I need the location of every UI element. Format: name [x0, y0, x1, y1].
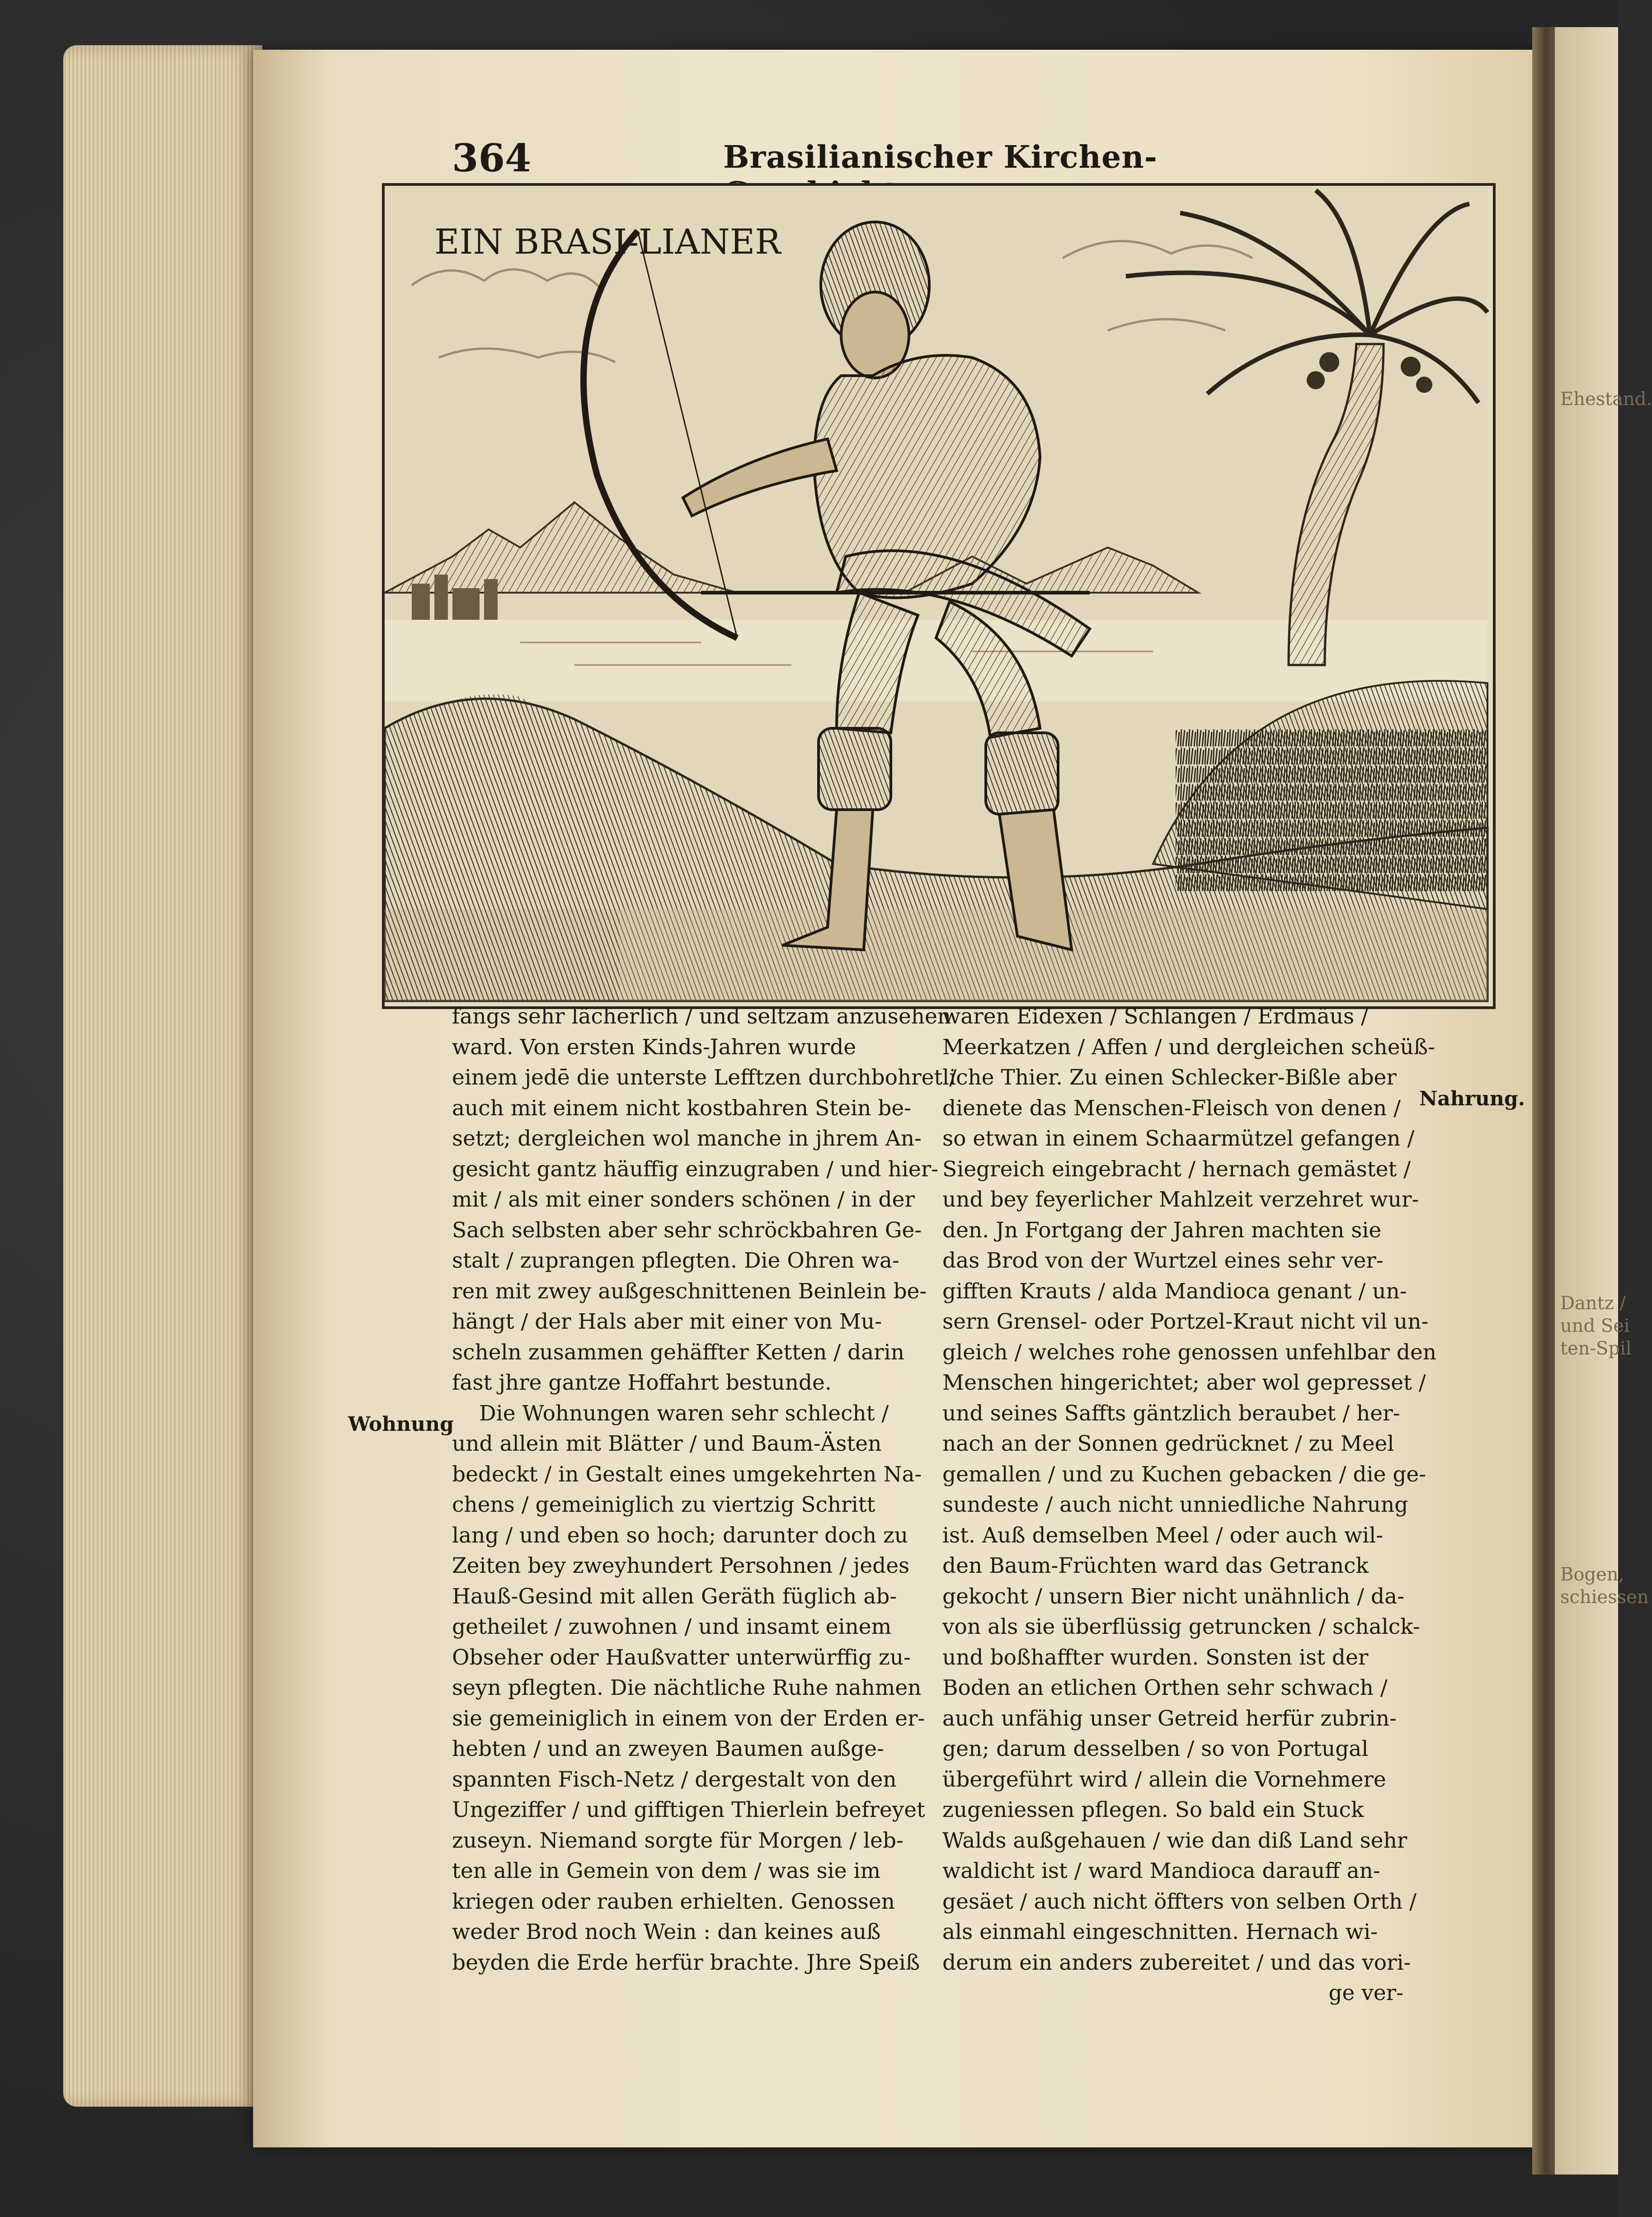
text-line: Walds außgehauen / wie dan diß Land sehr: [942, 1828, 1407, 1853]
text-line: waren Eidexen / Schlangen / Erdmäus /: [942, 1004, 1368, 1029]
text-line: kriegen oder rauben erhielten. Genossen: [452, 1889, 895, 1914]
text-line: scheln zusammen gehäffter Ketten / darin: [452, 1340, 904, 1365]
text-line: seyn pflegten. Die nächtliche Ruhe nahmen: [452, 1675, 922, 1700]
text-line: hängt / der Hals aber mit einer von Mu-: [452, 1309, 882, 1334]
engraving-art: [385, 186, 1487, 1001]
facing-page: [1555, 27, 1652, 2175]
engraving-illustration: [382, 183, 1496, 1009]
text-line: Menschen hingerichtet; aber wol gepresset /: [942, 1370, 1426, 1395]
running-title: Brasilianischer Kirchen-: [723, 139, 1158, 175]
text-line: gleich / welches rohe genossen unfehlbar den: [942, 1340, 1437, 1365]
text-line: bedeckt / in Gestalt eines umgekehrten Na-: [452, 1462, 922, 1487]
text-line: auch unfähig unser Getreid herfür zubrin-: [942, 1706, 1397, 1731]
text-line: sie gemeiniglich in einem von der Erden er-: [452, 1706, 925, 1731]
text-line: nach an der Sonnen gedrücknet / zu Meel: [942, 1431, 1394, 1456]
text-line: gen; darum desselben / so von Portugal: [942, 1736, 1369, 1761]
text-line: ward. Von ersten Kinds-Jahren wurde: [452, 1034, 857, 1060]
text-line: Zeiten bey zweyhundert Persohnen / jedes: [452, 1553, 910, 1578]
text-line: Obseher oder Haußvatter unterwürffig zu-: [452, 1645, 911, 1670]
text-line: zuseyn. Niemand sorgte für Morgen / leb-: [452, 1828, 904, 1853]
text-line: als einmahl eingeschnitten. Hernach wi-: [942, 1920, 1378, 1944]
text-line: mit / als mit einer sonders schönen / in der: [452, 1187, 915, 1212]
text-line: und seines Saffts gäntzlich beraubet / her-: [942, 1401, 1400, 1426]
text-line: Sach selbsten aber sehr schröckbahren Ge-: [452, 1217, 922, 1243]
text-line: ren mit zwey außgeschnittenen Beinlein be-: [452, 1278, 927, 1304]
text-line: übergeführt wird / allein die Vornehmere: [942, 1767, 1386, 1792]
page-number: 364: [452, 136, 532, 180]
text-line: fast jhre gantze Hoffahrt bestunde.: [452, 1370, 832, 1395]
text-line: und bey feyerlicher Mahlzeit verzehret wur-: [942, 1187, 1419, 1212]
text-line: waldicht ist / ward Mandioca darauff an-: [942, 1859, 1380, 1883]
text-line: sundeste / auch nicht unniedliche Nahrung: [942, 1492, 1408, 1517]
text-line: liche Thier. Zu einen Schlecker-Bißle aber: [942, 1065, 1397, 1090]
facing-fragment: Ehestand.: [1560, 389, 1652, 410]
text-line: so etwan in einem Schaarmützel gefangen /: [942, 1126, 1415, 1151]
text-line: lang / und eben so hoch; darunter doch zu: [452, 1523, 908, 1548]
text-line: weder Brod noch Wein : dan keines auß: [452, 1920, 881, 1944]
text-line: derum ein anders zubereitet / und das vori-: [942, 1950, 1411, 1975]
facing-fragment: schiessen: [1560, 1587, 1649, 1608]
text-line: gekocht / unsern Bier nicht unähnlich / da-: [942, 1584, 1404, 1609]
facing-fragment: ten-Spil: [1560, 1338, 1632, 1359]
text-line: und allein mit Blätter / und Baum-Ästen: [452, 1431, 882, 1456]
text-line: Boden an etlichen Orthen sehr schwach /: [942, 1675, 1388, 1700]
text-line: und boßhaffter wurden. Sonsten ist der: [942, 1645, 1369, 1670]
text-line: setzt; dergleichen wol manche in jhrem An-: [452, 1126, 922, 1151]
text-line: auch mit einem nicht kostbahren Stein be-: [452, 1095, 911, 1121]
text-line: gesäet / auch nicht öffters von selben Orth /: [942, 1889, 1417, 1914]
margin-note-wohnung: Wohnung: [348, 1413, 454, 1436]
text-line: gesicht gantz häuffig einzugraben / und hier-: [452, 1156, 939, 1182]
text-line: Hauß-Gesind mit allen Geräth füglich ab-: [452, 1584, 897, 1609]
text-line: von als sie überflüssig getruncken / schalck-: [942, 1614, 1420, 1639]
reeds: [1176, 728, 1487, 891]
text-column-left: [452, 1001, 957, 1978]
facing-fragment: Dantz /: [1560, 1293, 1626, 1314]
text-line: getheilet / zuwohnen / und insamt einem: [452, 1614, 892, 1639]
text-line: chens / gemeiniglich zu viertzig Schritt: [452, 1492, 875, 1517]
facing-fragment: und Sei: [1560, 1316, 1630, 1336]
text-line: sern Grensel- oder Portzel-Kraut nicht vil un-: [942, 1309, 1429, 1334]
text-line: spannten Fisch-Netz / dergestalt von den: [452, 1767, 897, 1792]
text-line: den Baum-Früchten ward das Getranck: [942, 1553, 1369, 1578]
text-line: Die Wohnungen waren sehr schlecht /: [479, 1401, 889, 1426]
text-line: fangs sehr lächerlich / und seltzam anzusehen: [452, 1004, 951, 1029]
text-line: Ungeziffer / und gifftigen Thierlein befreyet: [452, 1797, 925, 1822]
engraving-caption: EIN BRASI-LIANER: [434, 222, 781, 262]
text-line: Meerkatzen / Affen / und dergleichen scheüß-: [942, 1034, 1435, 1060]
catchword: ge ver-: [1328, 1981, 1403, 2005]
margin-note-nahrung: Nahrung.: [1419, 1087, 1525, 1110]
text-line: dienete das Menschen-Fleisch von denen /: [942, 1095, 1401, 1121]
text-line: stalt / zuprangen pflegten. Die Ohren wa-: [452, 1248, 899, 1273]
text-line: das Brod von der Wurtzel eines sehr ver-: [942, 1248, 1384, 1273]
book-page-edges: [63, 45, 262, 2107]
text-line: einem jedē die unterste Lefftzen durchbohret /: [452, 1065, 957, 1090]
text-line: beyden die Erde herfür brachte. Jhre Speiß: [452, 1950, 920, 1975]
text-line: gemallen / und zu Kuchen gebacken / die ge-: [942, 1462, 1426, 1487]
running-head: [452, 136, 1220, 185]
text-column-right: [942, 1001, 1437, 2009]
text-line: gifften Krauts / alda Mandioca genant / un-: [942, 1278, 1407, 1304]
text-line: den. Jn Fortgang der Jahren machten sie: [942, 1217, 1382, 1243]
text-line: zugeniessen pflegen. So bald ein Stuck: [942, 1797, 1364, 1822]
facing-fragment: Bogen,: [1560, 1564, 1624, 1585]
text-line: Siegreich eingebracht / hernach gemästet /: [942, 1156, 1411, 1182]
text-line: hebten / und an zweyen Baumen außge-: [452, 1736, 884, 1761]
text-line: ist. Auß demselben Meel / oder auch wil-: [942, 1523, 1384, 1548]
text-line: ten alle in Gemein von dem / was sie im: [452, 1859, 881, 1883]
